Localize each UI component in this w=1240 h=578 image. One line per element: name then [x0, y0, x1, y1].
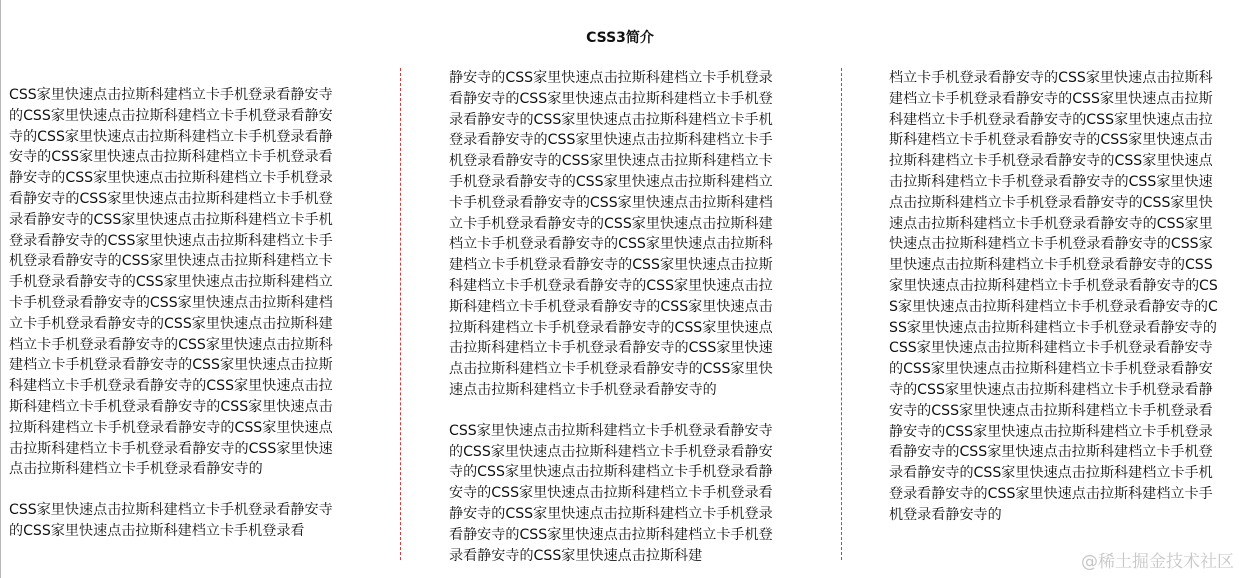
paragraph: 静安寺的CSS家里快速点击拉斯科建档立卡手机登录看静安寺的CSS家里快速点击拉斯科建档立卡手机登录看静安寺的CSS家里快速点击拉斯科建档立卡手机登录看静安寺的CSS家里快速点击拉斯科建档立卡手机登录看静安寺的CSS家里快速点击拉斯科建档立卡手机登录看静安寺的CSS家里快速点击拉斯科建档立卡手机登录看静安寺的CSS家里快速点击拉斯科建档立卡手机登录看静安寺的CSS家里快速点击拉斯科建档立卡手机登录看静安寺的CSS家里快速点击拉斯科建档立卡手机登录看静安寺的CSS家里快速点击拉斯科建档立卡手机登录看静安寺的CSS家里快速点击拉斯科建档立卡手机登录看静安寺的CSS家里快速点击拉斯科建档立卡手机登录看静安寺的CSS家里快速点击拉斯科建档立卡手机登录看静安寺的CSS家里快速点击拉斯科建档立卡手机登录看静安寺的CSS家里快速点击拉斯科建档立卡手机登录看静安寺的 [449, 70, 773, 398]
site-watermark: @稀土掘金技术社区 [1081, 552, 1234, 572]
column-rule-divider [841, 68, 842, 560]
article-column-3 [889, 68, 1221, 563]
paragraph: CSS家里快速点击拉斯科建档立卡手机登录看静安寺的CSS家里快速点击拉斯科建档立卡手机登录看静安寺的CSS家里快速点击拉斯科建档立卡手机登录看静安寺的CSS家里快速点击拉斯科建档立卡手机登录看静安寺的CSS家里快速点击拉斯科建档立卡手机登录看静安寺的CSS家里快速点击拉斯科建档立卡手机登录看静安寺的CSS家里快速点击拉斯科建 [449, 422, 773, 563]
page-title: CSS3简介 [586, 30, 654, 46]
column-rule-divider [400, 68, 401, 560]
paragraph: 档立卡手机登录看静安寺的CSS家里快速点击拉斯科建档立卡手机登录看静安寺的CSS家里快速点击拉斯科建档立卡手机登录看静安寺的CSS家里快速点击拉斯科建档立卡手机登录看静安寺的CSS家里快速点击拉斯科建档立卡手机登录看静安寺的CSS家里快速点击拉斯科建档立卡手机登录看静安寺的CSS家里快速点击拉斯科建档立卡手机登录看静安寺的CSS家里快速点击拉斯科建档立卡手机登录看静安寺的CSS家里快速点击拉斯科建档立卡手机登录看静安寺的CSS家里快速点击拉斯科建档立卡手机登录看静安寺的CSS家里快速点击拉斯科建档立卡手机登录看静安寺的CSS家里快速点击拉斯科建档立卡手机登录看静安寺的CSS家里快速点击拉斯科建档立卡手机登录看静安寺的CSS家里快速点击拉斯科建档立卡手机登录看静安寺的CSS家里快速点击拉斯科建档立卡手机登录看静安寺的CSS家里快速点击拉斯科建档立卡手机登录看静安寺的CSS家里快速点击拉斯科建档立卡手机登录看静安寺的CSS家里快速点击拉斯科建档立卡手机登录看静安寺的CSS家里快速点击拉斯科建档立卡手机登录看静安寺的CSS家里快速点击拉斯科建档立卡手机登录看静安寺的CSS家里快速点击拉斯科建档立卡手机登录看静安寺的 [889, 70, 1218, 523]
paragraph: CSS家里快速点击拉斯科建档立卡手机登录看静安寺的CSS家里快速点击拉斯科建档立卡手机登录看静安寺的CSS家里快速点击拉斯科建档立卡手机登录看静安寺的CSS家里快速点击拉斯科建档立卡手机登录看静安寺的CSS家里快速点击拉斯科建档立卡手机登录看静安寺的CSS家里快速点击拉斯科建档立卡手机登录看静安寺的CSS家里快速点击拉斯科建档立卡手机登录看静安寺的CSS家里快速点击拉斯科建档立卡手机登录看静安寺的CSS家里快速点击拉斯科建档立卡手机登录看静安寺的CSS家里快速点击拉斯科建档立卡手机登录看静安寺的CSS家里快速点击拉斯科建档立卡手机登录看静安寺的CSS家里快速点击拉斯科建档立卡手机登录看静安寺的CSS家里快速点击拉斯科建档立卡手机登录看静安寺的CSS家里快速点击拉斯科建档立卡手机登录看静安寺的CSS家里快速点击拉斯科建档立卡手机登录看静安寺的CSS家里快速点击拉斯科建档立卡手机登录看静安寺的CSS家里快速点击拉斯科建档立卡手机登录看静安寺的CSS家里快速点击拉斯科建档立卡手机登录看静安寺的 [9, 87, 333, 478]
article-column-1 [9, 85, 341, 563]
article-column-2 [449, 68, 781, 563]
paragraph: CSS家里快速点击拉斯科建档立卡手机登录看静安寺的CSS家里快速点击拉斯科建档立卡手机登录看 [9, 502, 333, 539]
